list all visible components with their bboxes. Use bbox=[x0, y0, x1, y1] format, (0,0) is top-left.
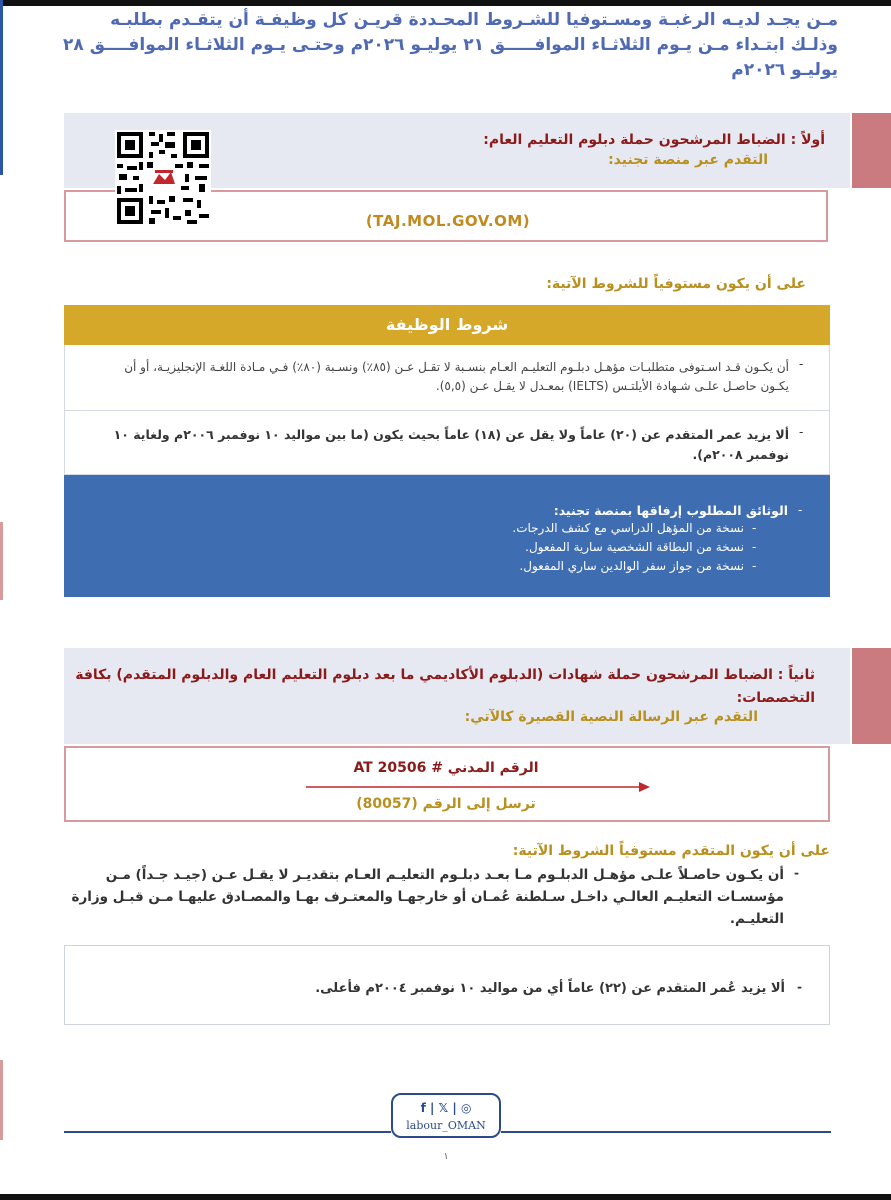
section1-title: أولاً : الضباط المرشحون حملة دبلوم التعليم العام: bbox=[483, 132, 825, 148]
document-item: نسخة من المؤهل الدراسي مع كشف الدرجات. bbox=[512, 521, 744, 535]
bullet: - bbox=[798, 503, 803, 517]
platform-url[interactable]: (TAJ.MOL.GOV.OM) bbox=[365, 212, 531, 230]
condition-text: ألا يزيد عُمر المتقدم عن (٢٢) عاماً أي من مواليد ١٠ نوفمبر ٢٠٠٤م فأعلى. bbox=[315, 981, 785, 996]
social-handle: labour_OMAN bbox=[406, 1119, 486, 1132]
bullet: - bbox=[799, 357, 804, 371]
footer-divider bbox=[64, 1131, 391, 1133]
section1-subtitle: التقدم عبر منصة تجنيد: bbox=[608, 152, 768, 168]
section1-tab bbox=[852, 113, 891, 188]
documents-title: الوثائق المطلوب إرفاقها بمنصة تجنيد: bbox=[553, 503, 788, 518]
qr-code[interactable] bbox=[115, 130, 211, 226]
conditions1-title: على أن يكون مستوفياً للشروط الآتية: bbox=[546, 276, 806, 292]
section2-subtitle: التقدم عبر الرسالة النصية القصيرة كالآتي: bbox=[464, 709, 758, 725]
table-row bbox=[64, 345, 830, 411]
bullet: - bbox=[752, 559, 757, 573]
bullet: - bbox=[794, 866, 799, 880]
left-edge-accent bbox=[0, 522, 3, 600]
arrow-right-icon bbox=[306, 781, 651, 793]
condition-text: أن يكـون قـد اسـتوفى متطلبـات مؤهـل دبلـوم التعليـم العـام بنسـبة لا تقـل عـن (٨٥٪) ونسـبة (٨٠٪) فـي مـادة اللغـة الإنجليزيـة، أو أن يكـون حاصـل علـى شـهادة الأيلتـس (IELTS) بمعـدل لا يقـل عـن (٥,٥). bbox=[124, 360, 789, 393]
documents-box bbox=[64, 475, 830, 597]
intro-paragraph: مـن يجـد لديـه الرغبـة ومسـتوفيا للشـروط المحـددة قريـن كل وظيفـة أن يتقـدم بطلبـه وذلـك ابتـداء مـن يـوم الثلاثـاء الموافـــــق ٢١ يوليـو ٢٠٢٦م وحتـى يـوم الثلاثـاء الموافــــق ٢٨ يوليـو ٢٠٢٦م bbox=[63, 10, 838, 80]
left-edge-accent bbox=[0, 1060, 3, 1140]
section2-title: ثانياً : الضباط المرشحون حملة شهادات (الدبلوم الأكاديمي ما بعد دبلوم التعليم العام والدبلوم المتقدم) بكافة التخصصات: bbox=[75, 667, 815, 706]
footer-divider bbox=[501, 1131, 831, 1133]
section2-tab bbox=[852, 648, 891, 744]
bottom-border bbox=[0, 1194, 891, 1200]
top-border bbox=[0, 0, 891, 6]
condition-text: ألا يزيد عمر المتقدم عن (٢٠) عاماً ولا يقل عن (١٨) عاماً بحيث يكون (ما بين مواليد ١٠ نوفمبر ٢٠٠٦م ولغاية ١٠ نوفمبر ٢٠٠٨م). bbox=[113, 427, 789, 462]
bullet: - bbox=[752, 521, 757, 535]
table-row bbox=[64, 411, 830, 475]
condition-text: أن يكـون حاصـلاً علـى مؤهـل الدبلـوم مـا بعـد دبلـوم التعليـم العـام بتقديـر لا يقـل عـن (جيـد جـداً) مـن مؤسسـات التعليـم العالـي داخـل سـلطنة عُمـان أو خارجهـا والمعتـرف بهـا والمصـادق عليهـا مـن قبـل وزارة التعليـم. bbox=[71, 867, 784, 927]
social-icons: f | 𝕏 | ◎ bbox=[420, 1101, 472, 1115]
document-item: نسخة من جواز سفر الوالدين ساري المفعول. bbox=[519, 559, 744, 573]
sms-code: AT الرقم المدني # 20506 bbox=[353, 760, 539, 776]
sms-box bbox=[64, 746, 830, 822]
page-number: ١ bbox=[443, 1152, 449, 1162]
bullet: - bbox=[797, 980, 802, 994]
table-header: شروط الوظيفة bbox=[64, 305, 830, 345]
bullet: - bbox=[799, 425, 804, 439]
sms-number[interactable]: ترسل إلى الرقم (80057) bbox=[356, 796, 536, 812]
social-media-badge[interactable] bbox=[391, 1093, 501, 1138]
left-edge-accent bbox=[0, 0, 3, 175]
conditions2-title: على أن يكون المتقدم مستوفياً الشروط الآتية: bbox=[512, 843, 830, 859]
document-item: نسخة من البطاقة الشخصية سارية المفعول. bbox=[525, 540, 744, 554]
age-condition-box bbox=[64, 945, 830, 1025]
bullet: - bbox=[752, 540, 757, 554]
